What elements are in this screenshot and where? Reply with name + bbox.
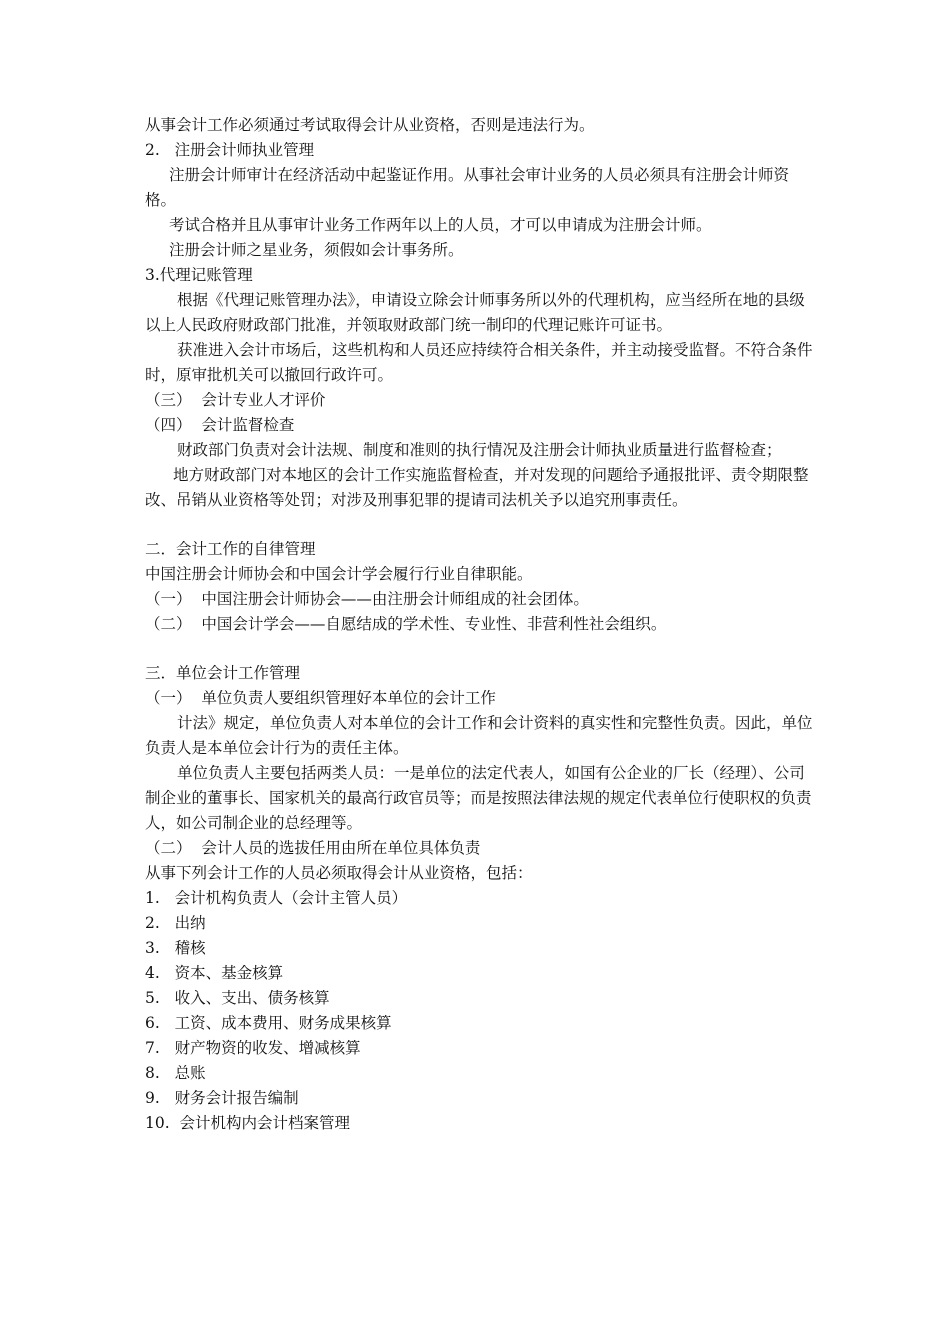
subsection-heading: （一） 中国注册会计师协会——由注册会计师组成的社会团体。 [145, 590, 589, 608]
paragraph: 考试合格并且从事审计业务工作两年以上的人员，才可以申请成为注册会计师。 [169, 216, 712, 234]
subsection-heading: （三） 会计专业人才评价 [145, 391, 326, 409]
document-body [145, 113, 815, 1136]
paragraph: 从事会计工作必须通过考试取得会计从业资格，否则是违法行为。 [145, 116, 595, 134]
subsection-heading: 3.代理记账管理 [145, 266, 253, 284]
list-item: 8. 总账 [145, 1064, 206, 1082]
paragraph: 从事下列会计工作的人员必须取得会计从业资格，包括： [145, 864, 533, 882]
list-item: 1. 会计机构负责人（会计主管人员） [145, 889, 408, 907]
paragraph: 获准进入会计市场后，这些机构和人员还应持续符合相关条件，并主动接受监督。不符合条件时，原审批机关可以撤回行政许可。 [145, 341, 813, 384]
paragraph: 单位负责人主要包括两类人员：一是单位的法定代表人，如国有公企业的厂长（经理）、公司制企业的董事长、国家机关的最高行政官员等；而是按照法律法规的规定代表单位行使职权的负责人，如公司制企业的总经理等。 [145, 764, 812, 832]
numbered-list [145, 886, 815, 1136]
spacer [145, 513, 815, 537]
subsection-heading: （二） 会计人员的选拔任用由所在单位具体负责 [145, 839, 481, 857]
subsection-heading: 2. 注册会计师执业管理 [145, 141, 315, 159]
list-item: 7. 财产物资的收发、增减核算 [145, 1039, 361, 1057]
paragraph: 财政部门负责对会计法规、制度和准则的执行情况及注册会计师执业质量进行监督检查； [177, 441, 782, 459]
spacer [145, 637, 815, 661]
list-item: 5. 收入、支出、债务核算 [145, 989, 330, 1007]
section-heading: 三．单位会计工作管理 [145, 664, 301, 682]
list-item: 2. 出纳 [145, 914, 206, 932]
list-item: 10. 会计机构内会计档案管理 [145, 1114, 351, 1132]
subsection-heading: （一） 单位负责人要组织管理好本单位的会计工作 [145, 689, 496, 707]
list-item: 4. 资本、基金核算 [145, 964, 284, 982]
paragraph: 注册会计师之星业务，须假如会计事务所。 [169, 241, 464, 259]
subsection-heading: （二） 中国会计学会——自愿结成的学术性、专业性、非营利性社会组织。 [145, 615, 667, 633]
paragraph: 注册会计师审计在经济活动中起鉴证作用。从事社会审计业务的人员必须具有注册会计师资格。 [145, 166, 790, 209]
paragraph: 根据《代理记账管理办法》，申请设立除会计师事务所以外的代理机构，应当经所在地的县级以上人民政府财政部门批准，并领取财政部门统一制印的代理记账许可证书。 [145, 291, 805, 334]
paragraph: 地方财政部门对本地区的会计工作实施监督检查，并对发现的问题给予通报批评、责令期限整改、吊销从业资格等处罚；对涉及刑事犯罪的提请司法机关予以追究刑事责任。 [145, 466, 809, 509]
paragraph: 计法》规定，单位负责人对本单位的会计工作和会计资料的真实性和完整性负责。因此，单位负责人是本单位会计行为的责任主体。 [145, 714, 813, 757]
section-heading: 二．会计工作的自律管理 [145, 540, 316, 558]
list-item: 6. 工资、成本费用、财务成果核算 [145, 1014, 392, 1032]
subsection-heading: （四） 会计监督检查 [145, 416, 295, 434]
paragraph: 中国注册会计师协会和中国会计学会履行行业自律职能。 [145, 565, 533, 583]
list-item: 3. 稽核 [145, 939, 206, 957]
list-item: 9. 财务会计报告编制 [145, 1089, 299, 1107]
